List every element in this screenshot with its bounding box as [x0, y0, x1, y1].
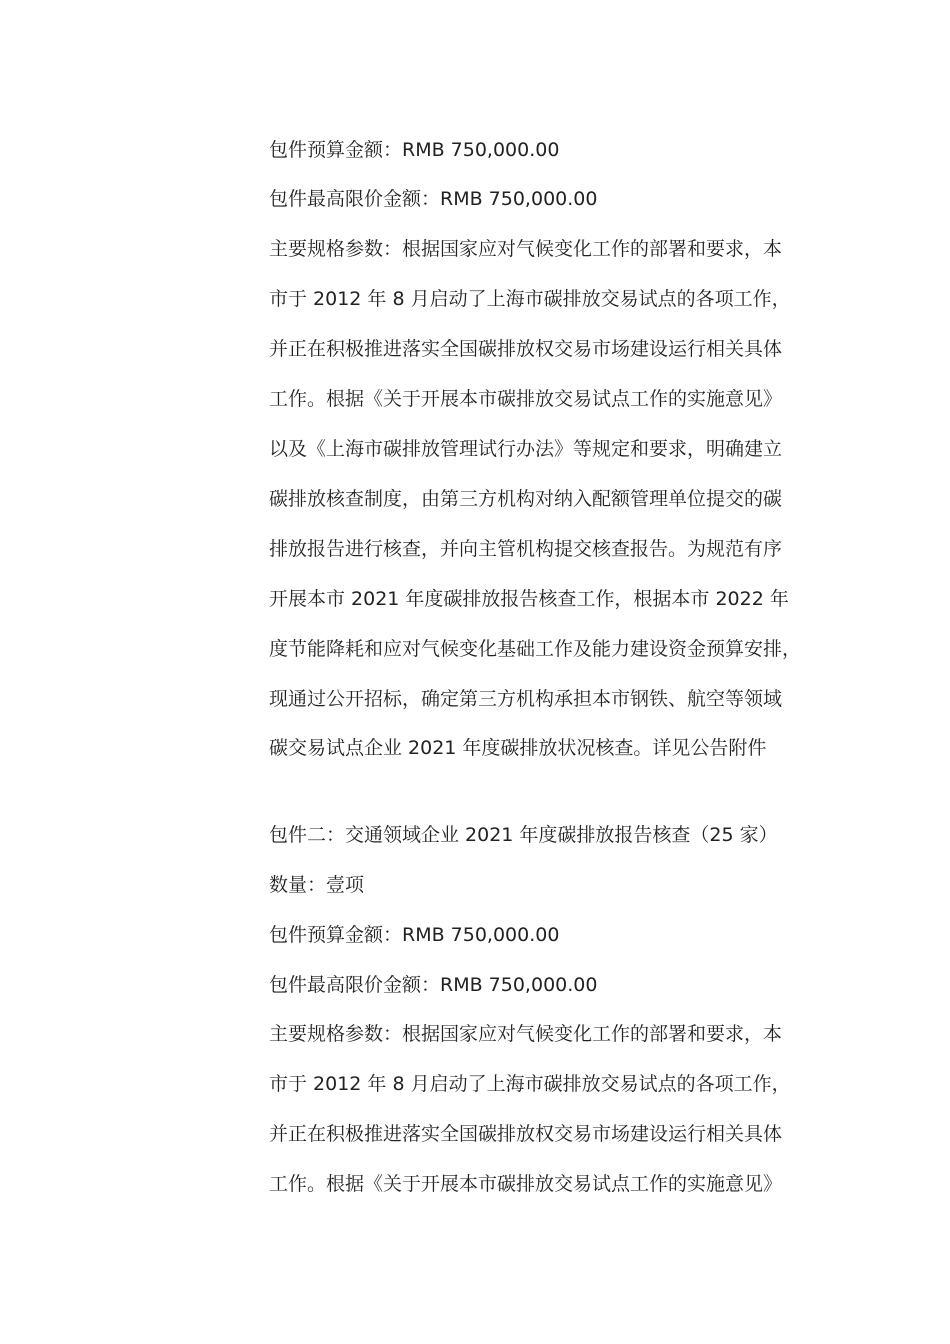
- spec-line: 主要规格参数：根据国家应对气候变化工作的部署和要求，本: [269, 238, 783, 260]
- spec-line: 现通过公开招标，确定第三方机构承担本市钢铁、航空等领域: [269, 688, 783, 710]
- spec-line: 主要规格参数：根据国家应对气候变化工作的部署和要求，本: [269, 1023, 783, 1045]
- spec-line: 碳交易试点企业 2021 年度碳排放状况核查。详见公告附件: [269, 737, 767, 759]
- package-budget: 包件预算金额：RMB 750,000.00: [269, 139, 560, 161]
- package-budget: 包件预算金额：RMB 750,000.00: [269, 924, 560, 946]
- spec-line: 碳排放核查制度，由第三方机构对纳入配额管理单位提交的碳: [269, 488, 783, 510]
- package-max-price: 包件最高限价金额：RMB 750,000.00: [269, 974, 598, 996]
- spec-line: 工作。根据《关于开展本市碳排放交易试点工作的实施意见》: [269, 388, 783, 410]
- spec-line: 市于 2012 年 8 月启动了上海市碳排放交易试点的各项工作，: [269, 288, 791, 310]
- spec-line: 排放报告进行核查，并向主管机构提交核查报告。为规范有序: [269, 538, 783, 560]
- spec-line: 度节能降耗和应对气候变化基础工作及能力建设资金预算安排，: [269, 638, 802, 660]
- spec-line: 并正在积极推进落实全国碳排放权交易市场建设运行相关具体: [269, 1123, 783, 1145]
- package-title: 包件二：交通领域企业 2021 年度碳排放报告核查（25 家）: [269, 824, 778, 846]
- spec-line: 开展本市 2021 年度碳排放报告核查工作，根据本市 2022 年: [269, 588, 789, 610]
- spec-line: 市于 2012 年 8 月启动了上海市碳排放交易试点的各项工作，: [269, 1073, 791, 1095]
- package-max-price: 包件最高限价金额：RMB 750,000.00: [269, 188, 598, 210]
- spec-line: 以及《上海市碳排放管理试行办法》等规定和要求，明确建立: [269, 438, 783, 460]
- spec-line: 并正在积极推进落实全国碳排放权交易市场建设运行相关具体: [269, 338, 783, 360]
- spec-line: 工作。根据《关于开展本市碳排放交易试点工作的实施意见》: [269, 1173, 783, 1195]
- package-quantity: 数量：壹项: [269, 874, 365, 896]
